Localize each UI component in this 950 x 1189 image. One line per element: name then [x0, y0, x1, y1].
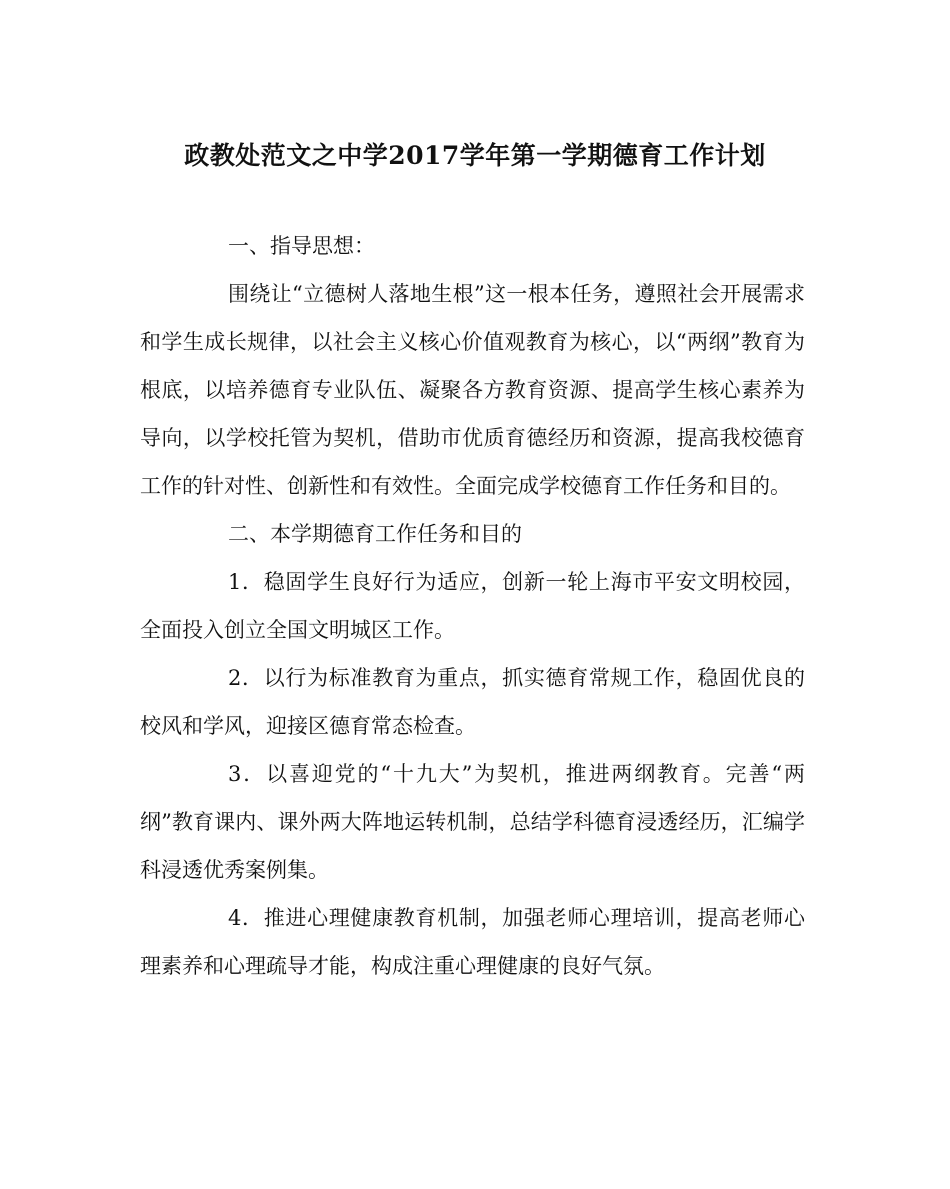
paragraph-guiding-thought: 围绕让“立德树人落地生根”这一根本任务，遵照社会开展需求和学生成长规律，以社会主义核心价值观教育为核心，以“两纲”教育为根底，以培养德育专业队伍、凝聚各方教育资源、提高学生核心素养为导向，以学校托管为契机，借助市优质育德经历和资源，提高我校德育工作的针对性、创新性和有效性。全面完成学校德育工作任务和目的。: [140, 282, 805, 498]
task-item-3: 3．以喜迎党的“十九大”为契机，推进两纲教育。完善“两纲”教育课内、课外两大阵地运转机制，总结学科德育浸透经历，汇编学科浸透优秀案例集。: [140, 762, 805, 882]
document-title: 政教处范文之中学2017学年第一学期德育工作计划: [184, 141, 766, 170]
section-heading-tasks-goals: 二、本学期德育工作任务和目的: [228, 522, 522, 546]
document-body: [140, 222, 805, 990]
task-item-1: 1．稳固学生良好行为适应，创新一轮上海市平安文明校园，全面投入创立全国文明城区工作。: [140, 570, 805, 642]
task-item-4: 4．推进心理健康教育机制，加强老师心理培训，提高老师心理素养和心理疏导才能，构成注重心理健康的良好气氛。: [140, 906, 805, 978]
task-item-2: 2．以行为标准教育为重点，抓实德育常规工作，稳固优良的校风和学风，迎接区德育常态检查。: [140, 666, 805, 738]
section-heading-guiding-thought: 一、指导思想：: [228, 234, 375, 258]
